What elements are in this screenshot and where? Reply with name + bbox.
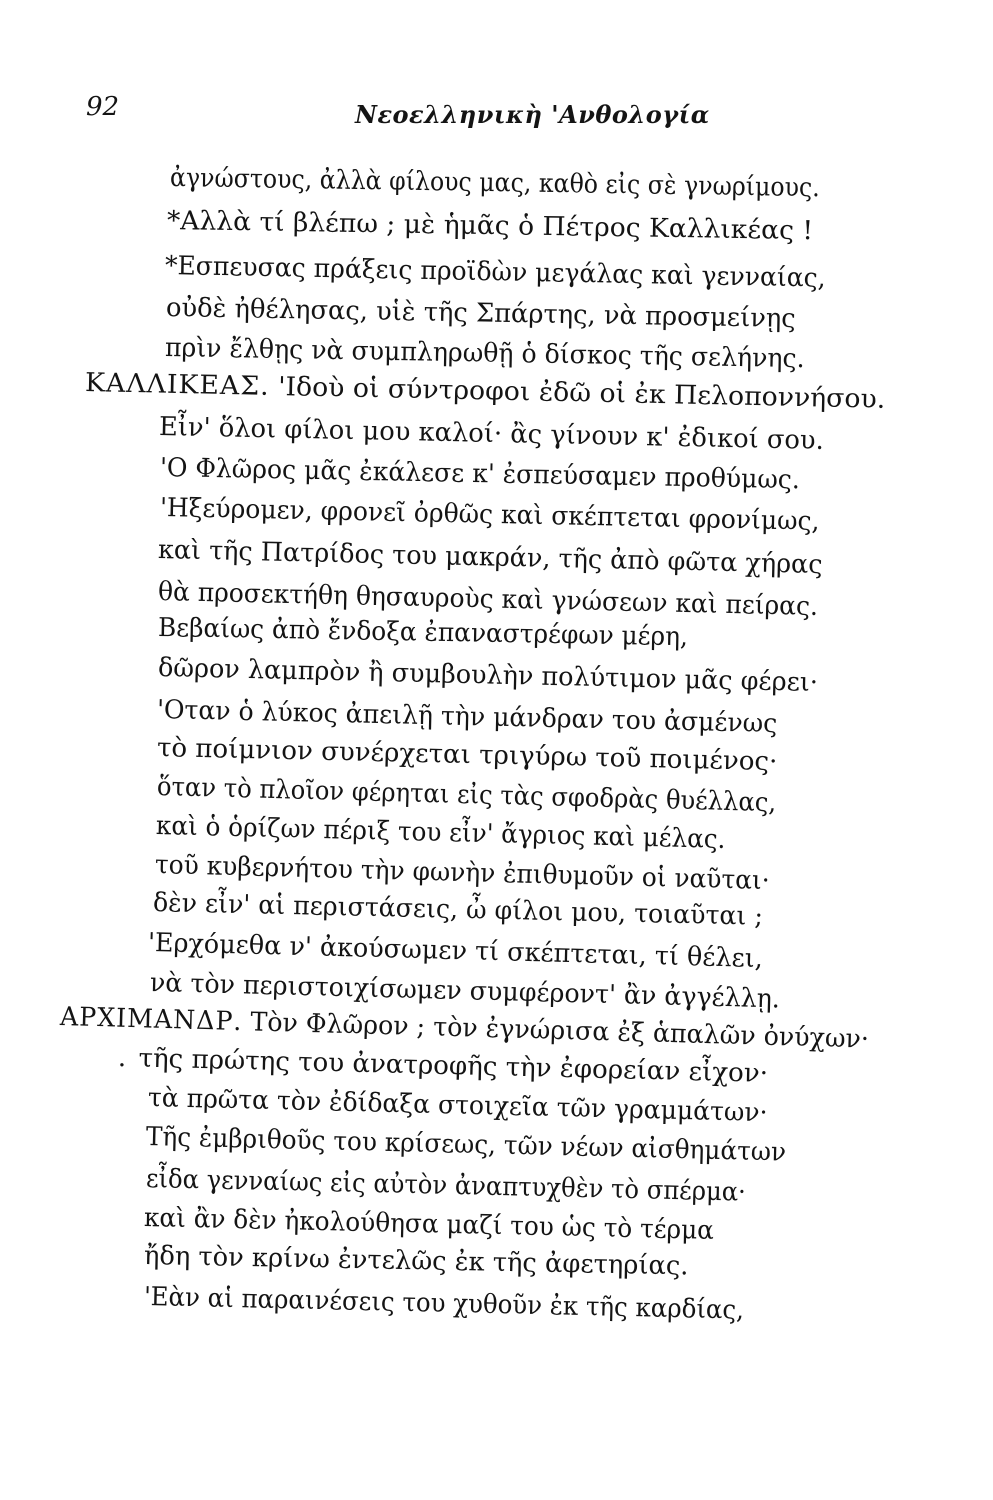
- verse-line: οὐδὲ ἠθέλησας, υἱὲ τῆς Σπάρτης, νὰ προσμείνῃς: [165, 293, 796, 334]
- verse-line: *Αλλὰ τί βλέπω ; μὲ ἡμᾶς ὁ Πέτρος Καλλικέας !: [166, 206, 814, 247]
- verse-line: 'Ηξεύρομεν, φρονεῖ ὀρθῶς καὶ σκέπτεται φρονίμως,: [159, 493, 820, 537]
- speaker-name: ΚΑΛΛΙΚΕΑΣ.: [84, 368, 270, 402]
- speaker-name: ΑΡΧΙΜΑΝΔΡ.: [59, 1002, 243, 1038]
- page-number: 92: [86, 92, 120, 122]
- leading-dot: .: [117, 1043, 127, 1074]
- verse-line: νὰ τὸν περιστοιχίσωμεν συμφέροντ' ἂν ἀγγέλλῃ.: [149, 968, 781, 1015]
- verse-line: τὰ πρῶτα τὸν ἐδίδαξα στοιχεῖα τῶν γραμμάτων·: [147, 1083, 768, 1129]
- running-title: Νεοελληνικὴ 'Ανθολογία: [355, 100, 710, 129]
- verse-line: 'Εὰν αἱ παραινέσεις του χυθοῦν ἐκ τῆς καρδίας,: [143, 1282, 745, 1326]
- speech-line: ΚΑΛΛΙΚΕΑΣ. 'Ιδοὺ οἱ σύντροφοι ἐδῶ οἱ ἐκ Πελοποννήσου.: [84, 368, 886, 415]
- verse-line: καὶ τῆς Πατρίδος του μακράν, τῆς ἀπὸ φῶτα χήρας: [157, 535, 823, 581]
- verse-line: Βεβαίως ἀπὸ ἔνδοξα ἐπαναστρέφων μέρη,: [157, 613, 689, 653]
- verse-line: 'Ερχόμεθα ν' ἀκούσωμεν τί σκέπτεται, τί θέλει,: [147, 928, 764, 975]
- verse-line: 'Οταν ὁ λύκος ἀπειλῇ τὴν μάνδραν του ἀσμένως: [156, 695, 778, 740]
- verse-line: ἀγνώστους, ἀλλὰ φίλους μας, καθὸ εἰς σὲ γνωρίμους.: [169, 163, 820, 204]
- verse-line: Τῆς ἐμβριθοῦς του κρίσεως, τῶν νέων αἰσθημάτων: [145, 1122, 787, 1168]
- verse-line: τὸ ποίμνιον συνέρχεται τριγύρω τοῦ ποιμένος·: [156, 733, 778, 778]
- verse-line: δὲν εἶν' αἱ περιστάσεις, ὦ φίλοι μου, τοιαῦται ;: [152, 888, 764, 932]
- verse-line: τοῦ κυβερνήτου τὴν φωνὴν ἐπιθυμοῦν οἱ ναῦται·: [154, 850, 771, 897]
- verse-line: Εἶν' ὅλοι φίλοι μου καλοί· ἂς γίνουν κ' ἐδικοί σου.: [158, 412, 825, 456]
- speech-line: ΑΡΧΙΜΑΝΔΡ. Τὸν Φλῶρον ; τὸν ἐγνώρισα ἐξ ἁπαλῶν ὀνύχων·: [59, 1002, 870, 1055]
- verse-line: εἶδα γενναίως εἰς αὐτὸν ἀναπτυχθὲν τὸ σπέρμα·: [145, 1164, 747, 1208]
- verse-line: θὰ προσεκτήθη θησαυροὺς καὶ γνώσεων καὶ πείρας.: [157, 577, 819, 622]
- verse-line: καὶ ἂν δὲν ἠκολούθησα μαζί του ὡς τὸ τέρμα: [143, 1203, 715, 1246]
- verse-line: 'Ο Φλῶρος μᾶς ἐκάλεσε κ' ἐσπεύσαμεν προθύμως.: [159, 453, 801, 496]
- verse-line: *Εσπευσας πράξεις προϊδὼν μεγάλας καὶ γενναίας,: [164, 251, 826, 294]
- verse-line: ὅταν τὸ πλοῖον φέρηται εἰς τὰς σφοδρὰς θυέλλας,: [156, 772, 777, 819]
- verse-line: ἤδη τὸν κρίνω ἐντελῶς ἐκ τῆς ἀφετηρίας.: [143, 1241, 689, 1282]
- verse-line: καὶ ὁ ὁρίζων πέριξ του εἶν' ἄγριος καὶ μέλας.: [155, 811, 726, 855]
- verse-line: . τῆς πρώτης του ἀνατροφῆς τὴν ἐφορείαν εἶχον·: [117, 1043, 769, 1089]
- verse-line: πρὶν ἔλθῃς νὰ συμπληρωθῇ ὁ δίσκος τῆς σελήνης.: [164, 333, 805, 375]
- verse-line: δῶρον λαμπρὸν ἢ συμβουλὴν πολύτιμον μᾶς φέρει·: [157, 653, 819, 698]
